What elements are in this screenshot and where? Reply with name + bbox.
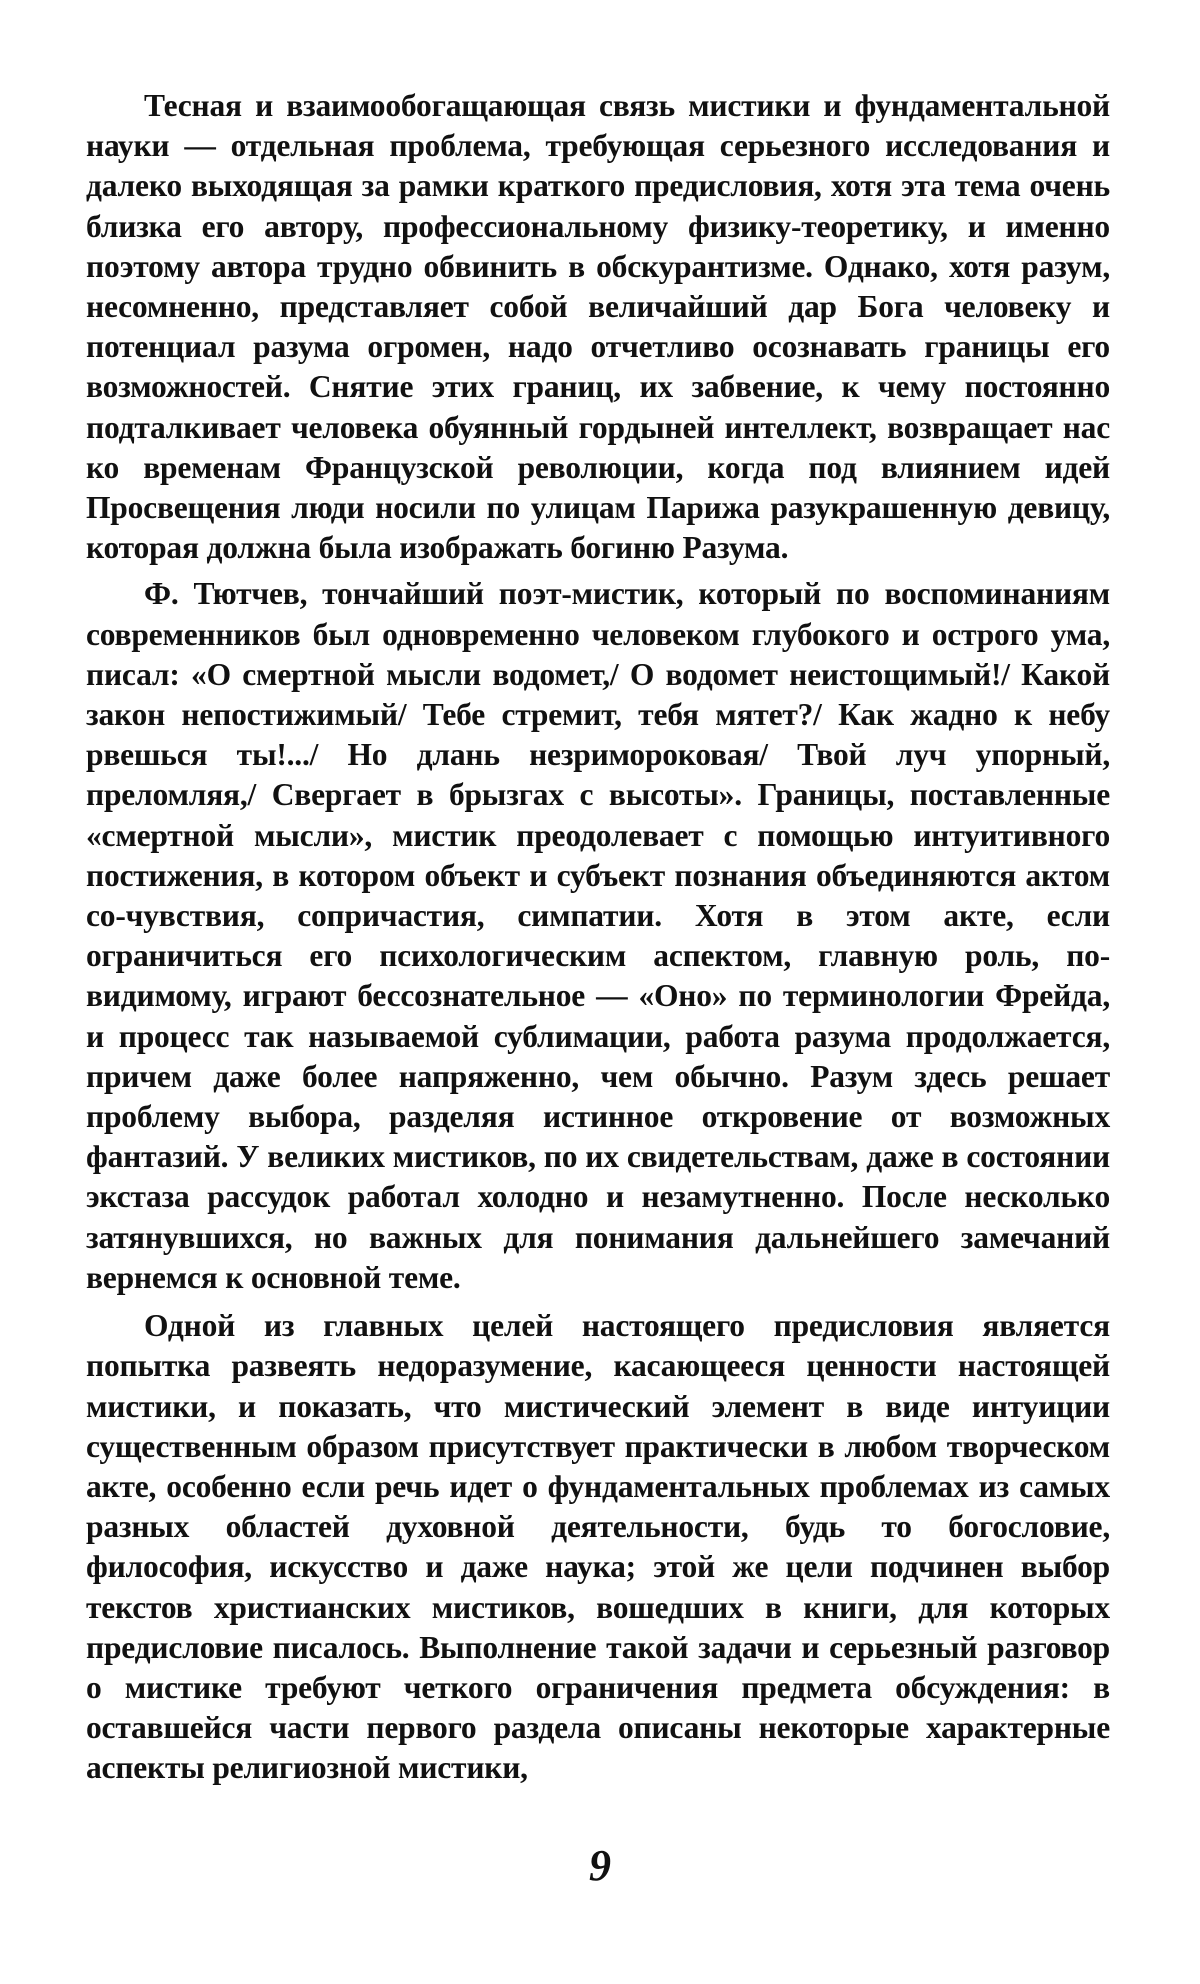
page-number: 9 (589, 1841, 611, 1890)
paragraph-2: Ф. Тютчев, тончайший поэт-мистик, который по воспоминаниям современников был одновременно человеком глубокого и острого ума, писал: «О смертной мысли водомет,/ О водомет неистощимый!/ Какой закон непостижимый/ Тебе стремит, тебя мятет?/ Как жадно к небу рвешься ты!.../ Но длань незримороковая/ Твой луч упорный, преломляя,/ Свергает в брызгах с высоты». Границы, поставленные «смертной мысли», мистик преодолевает с помощью интуитивного постижения, в котором объект и субъект познания объединяются актом со-чувствия, сопричастия, симпатии. Хотя в этом акте, если ограничиться его психологическим аспектом, главную роль, по-видимому, играют бессознательное — «Оно» по терминологии Фрейда, и процесс так называемой сублимации, работа разума продолжается, причем даже более напряженно, чем обычно. Разум здесь решает проблему выбора, разделяя истинное откровение от возможных фантазий. У великих мистиков, по их свидетельствам, даже в состоянии экстаза рассудок работал холодно и незамутненно. После несколько затянувшихся, но важных для понимания дальнейшего замечаний вернемся к основной теме. (86, 576, 1110, 1295)
paragraph-3: Одной из главных целей настоящего предисловия является попытка развеять недоразумение, касающееся ценности настоящей мистики, и показать, что мистический элемент в виде интуиции существенным образом присутствует практически в любом творческом акте, особенно если речь идет о фундаментальных проблемах из самых разных областей духовной деятельности, будь то богословие, философия, искусство и даже наука; этой же цели подчинен выбор текстов христианских мистиков, вошедших в книги, для которых предисловие писалось. Выполнение такой задачи и серьезный разговор о мистике требуют четкого ограничения предмета обсуждения: в оставшейся части первого раздела описаны некоторые характерные аспекты религиозной мистики, (86, 1308, 1110, 1786)
paragraph-1: Тесная и взаимообогащающая связь мистики и фундаментальной науки — отдельная проблема, требующая серьезного исследования и далеко выходящая за рамки краткого предисловия, хотя эта тема очень близка его автору, профессиональному физику-теоретику, и именно поэтому автора трудно обвинить в обскурантизме. Однако, хотя разум, несомненно, представляет собой величайший дар Бога человеку и потенциал разума огромен, надо отчетливо осознавать границы его возможностей. Снятие этих границ, их забвение, к чему постоянно подталкивает человека обуянный гордыней интеллект, возвращает нас ко временам Французской революции, когда под влиянием идей Просвещения люди носили по улицам Парижа разукрашенную девицу, которая должна была изображать богиню Разума. (86, 88, 1110, 566)
page-body (86, 86, 1110, 1795)
